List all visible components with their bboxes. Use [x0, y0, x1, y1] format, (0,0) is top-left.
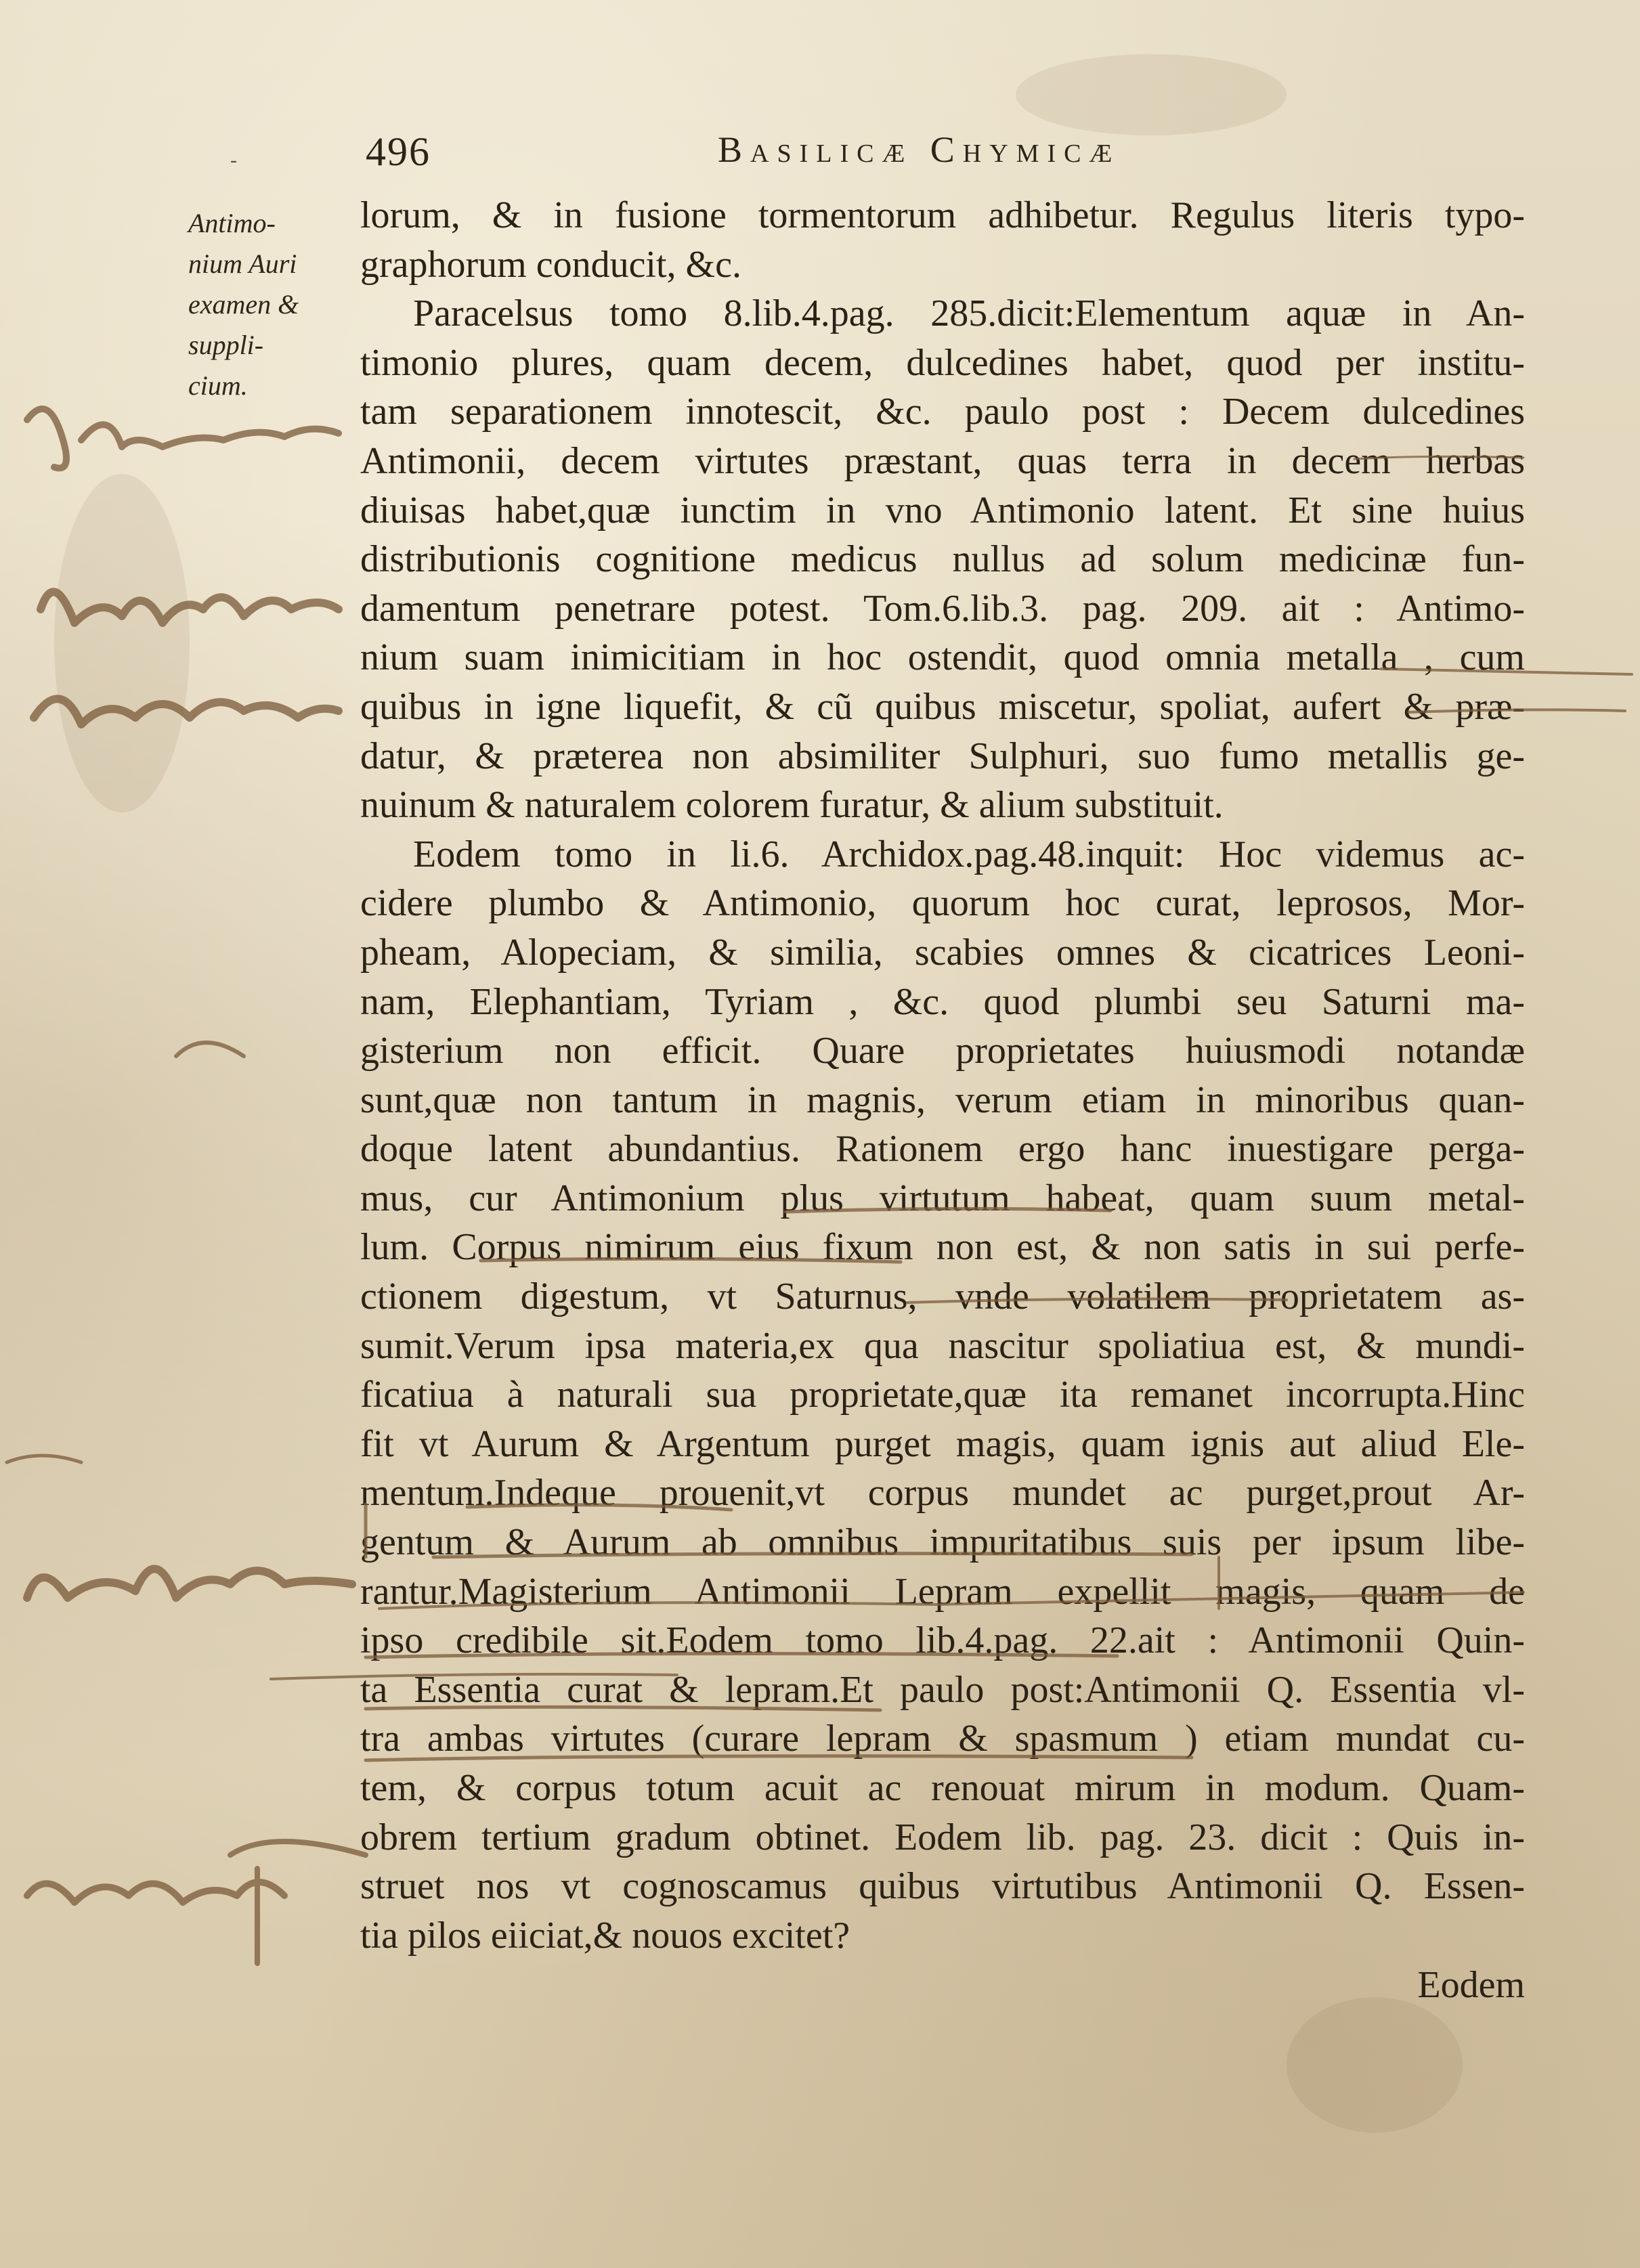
text-line: graphorum conducit, &c.	[360, 243, 741, 286]
text-line: struet nos vt cognoscamus quibus virtutibus Antimonii Q. Essen-	[360, 1865, 1525, 1908]
text-line: nium suam inimicitiam in hoc ostendit, quod omnia metalla , cum	[360, 636, 1525, 679]
margin-scrawl	[176, 1043, 244, 1056]
ink-underline	[481, 1259, 901, 1262]
text-line: quibus in igne liquefit, & cũ quibus miscetur, spoliat, aufert & præ-	[360, 685, 1525, 728]
margin-scrawl	[27, 1882, 284, 1902]
text-line: ipso credibile sit.Eodem tomo lib.4.pag. 22.ait : Antimonii Quin-	[360, 1619, 1525, 1662]
margin-note-line: examen &	[188, 289, 299, 320]
margin-scrawl	[230, 1841, 366, 1963]
ink-underline	[1354, 456, 1524, 459]
margin-scrawl	[34, 699, 339, 724]
text-line: sunt,quæ non tantum in magnis, verum etiam in minoribus quan-	[360, 1078, 1525, 1121]
margin-note-line: Antimo-	[188, 208, 276, 238]
text-line: obrem tertium gradum obtinet. Eodem lib. pag. 23. dicit : Quis in-	[360, 1816, 1525, 1858]
ink-underline	[366, 1756, 1192, 1760]
text-line: mus, cur Antimonium plus virtutum habeat, quam suum metal-	[360, 1177, 1525, 1219]
margin-note-line: nium Auri	[188, 248, 297, 279]
margin-scrawl	[41, 592, 339, 623]
text-line: fit vt Aurum & Argentum purget magis, quam ignis aut aliud Ele-	[360, 1422, 1525, 1465]
ink-underline	[785, 1208, 1110, 1212]
ink-underline	[379, 1592, 1524, 1609]
text-line: ficatiua à naturali sua proprietate,quæ ita remanet incorrupta.Hinc	[360, 1374, 1525, 1416]
margin-scrawl	[27, 1569, 352, 1598]
text-line: Antimonii, decem virtutes præstant, quas terra in decem herbas	[360, 439, 1525, 482]
text-line: sumit.Verum ipsa materia,ex qua nascitur spoliatiua est, & mundi-	[360, 1324, 1525, 1367]
text-line: doque latent abundantius. Rationem ergo hanc inuestigare perga-	[360, 1128, 1525, 1171]
catchword: Eodem	[1417, 1964, 1525, 2006]
text-line: gentum & Aurum ab omnibus impuritatibus suis per ipsum libe-	[360, 1521, 1525, 1564]
text-line: gisterium non efficit. Quare proprietates huiusmodi notandæ	[360, 1030, 1525, 1072]
text-line: lorum, & in fusione tormentorum adhibetur. Regulus literis typo-	[360, 194, 1525, 236]
text-line: lum. Corpus nimirum eius fixum non est, & non satis in sui perfe-	[360, 1226, 1525, 1269]
ink-underline	[1381, 669, 1632, 674]
text-line: diuisas habet,quæ iunctim in vno Antimonio latent. Et sine huius	[360, 489, 1525, 531]
ink-underline	[1408, 710, 1625, 712]
running-title: Basilicæ Chymicæ	[718, 129, 1121, 170]
margin-note-line: suppli-	[188, 330, 264, 360]
text-line: ta Essentia curat & lepram.Et paulo post:Antimonii Q. Essentia vl-	[360, 1668, 1525, 1711]
text-line: nuinum & naturalem colorem furatur, & alium substituit.	[360, 784, 1224, 827]
margin-scrawl	[7, 1456, 81, 1462]
text-line: cidere plumbo & Antimonio, quorum hoc curat, leprosos, Mor-	[360, 882, 1525, 925]
text-line: tra ambas virtutes (curare lepram & spasmum ) etiam mundat cu-	[360, 1718, 1525, 1760]
text-line: tem, & corpus totum acuit ac renouat mirum in modum. Quam-	[360, 1767, 1525, 1809]
text-line: tia pilos eiiciat,& nouos excitet?	[360, 1914, 850, 1957]
ink-underline	[271, 1674, 677, 1679]
text-line: distributionis cognitione medicus nullus ad solum medicinæ fun-	[360, 538, 1525, 581]
text-line: tam separationem innotescit, &c. paulo post : Decem dulcedines	[360, 391, 1525, 433]
text-line: mentum.Indeque prouenit,vt corpus mundet ac purget,prout Ar-	[360, 1472, 1525, 1514]
ink-underline	[366, 1707, 880, 1710]
text-line: Paracelsus tomo 8.lib.4.pag. 285.dicit:Elementum aquæ in An-	[413, 292, 1525, 335]
text-line: Eodem tomo in li.6. Archidox.pag.48.inquit: Hoc videmus ac-	[413, 833, 1525, 875]
ink-underline	[907, 1299, 1287, 1303]
text-line: timonio plures, quam decem, dulcedines habet, quod per institu-	[360, 341, 1525, 384]
text-line: ctionem digestum, vt Saturnus, vnde volatilem proprietatem as-	[360, 1275, 1525, 1318]
ink-underline	[366, 1653, 1117, 1657]
header-mark: -	[230, 149, 237, 171]
text-line: nam, Elephantiam, Tyriam , &c. quod plumbi seu Saturni ma-	[360, 980, 1525, 1023]
text-line: rantur.Magisterium Antimonii Lepram expellit magis, quam de	[360, 1570, 1525, 1613]
ink-underline	[467, 1505, 731, 1510]
margin-note-line: cium.	[188, 370, 248, 401]
ink-underline	[433, 1554, 1192, 1557]
margin-scrawl	[27, 409, 339, 468]
page-number: 496	[366, 129, 431, 174]
text-line: pheam, Alopeciam, & similia, scabies omnes & cicatrices Leoni-	[360, 931, 1525, 974]
text-line: damentum penetrare potest. Tom.6.lib.3. pag. 209. ait : Antimo-	[360, 587, 1525, 630]
text-line: datur, & præterea non absimiliter Sulphuri, suo fumo metallis ge-	[360, 735, 1525, 777]
